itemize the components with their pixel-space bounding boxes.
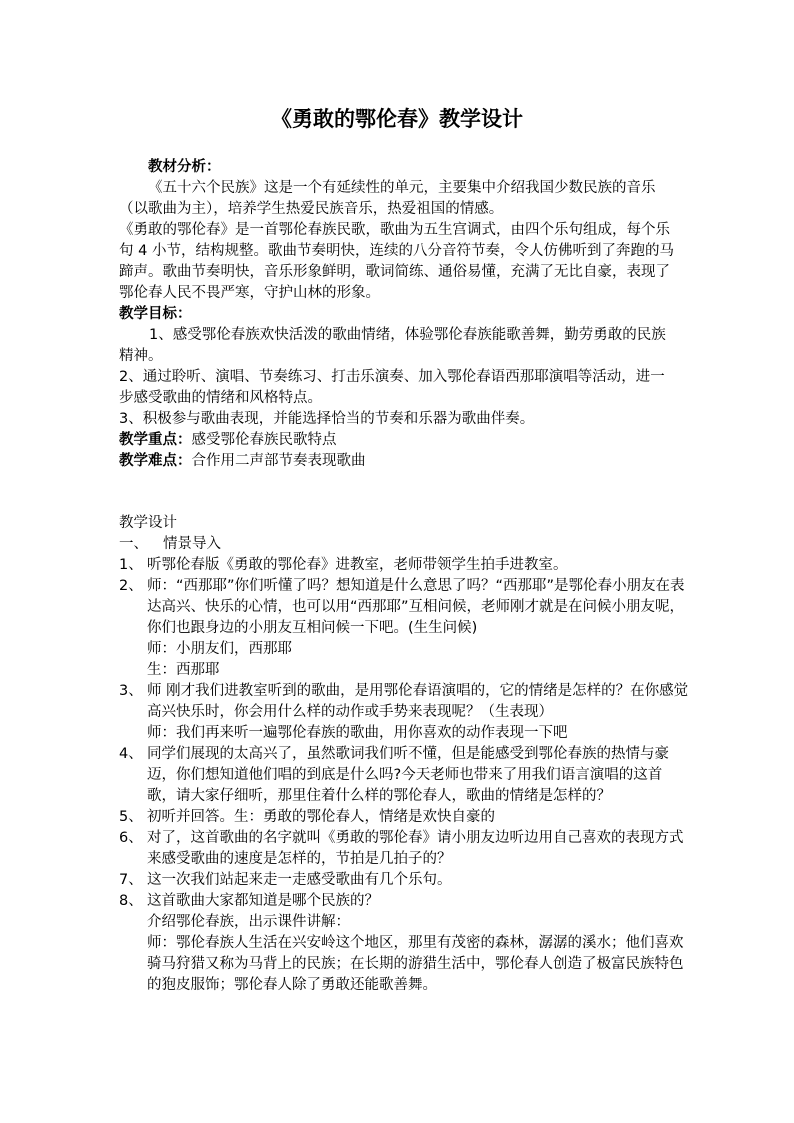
goal-item-2: 2、通过聆听、演唱、节奏练习、打击乐演奏、加入鄂伦春语西那耶演唱等活动，进一步感受歌曲的情绪和风格特点。 <box>119 369 665 406</box>
section1-title: 情景导入 <box>163 536 221 552</box>
difficulty-line <box>119 451 679 472</box>
key-point-line <box>119 430 679 451</box>
step-text: 这首歌曲大家都知道是哪个民族的？ <box>147 893 379 909</box>
design-heading: 教学设计 <box>119 515 177 531</box>
step-text: 初听并回答。生：勇敢的鄂伦春人，情绪是欢快自豪的 <box>147 809 495 825</box>
step-text: 同学们展现的太高兴了，虽然歌词我们听不懂，但是能感受到鄂伦春族的热情与豪迈，你们想知道他们唱的到底是什么吗?今天老师也带来了用我们语言演唱的这首歌，请大家仔细听，那里住着什么样的鄂伦春人，歌曲的情绪是怎样的？ <box>147 746 669 804</box>
step-row <box>119 870 689 891</box>
step-text: 师 刚才我们进教室听到的歌曲，是用鄂伦春语演唱的，它的情绪是怎样的？在你感觉高兴快乐时，你会用什么样的动作或手势来表现呢？（生表现） <box>147 683 689 720</box>
step-number: 2、 <box>119 578 143 594</box>
analysis-section <box>119 157 679 472</box>
step-text: 听鄂伦春版《勇敢的鄂伦春》进教室，老师带领学生拍手进教室。 <box>147 557 568 573</box>
step-row <box>119 576 689 681</box>
step-sub-line: 师：我们再来听一遍鄂伦春族的歌曲，用你喜欢的动作表现一下吧 <box>147 725 568 741</box>
difficulty-label: 教学难点： <box>119 453 192 469</box>
goals-heading: 教学目标： <box>119 306 192 322</box>
section1-row <box>119 534 689 555</box>
step-number: 5、 <box>119 809 143 825</box>
step-row <box>119 681 689 744</box>
step-number: 3、 <box>119 683 143 699</box>
step-number: 6、 <box>119 830 143 846</box>
step-text: 这一次我们站起来走一走感受歌曲有几个乐句。 <box>147 872 452 888</box>
key-point-label: 教学重点： <box>119 432 192 448</box>
goal-item-1: 1、感受鄂伦春族欢快活泼的歌曲情绪，体验鄂伦春族能歌善舞，勤劳勇敢的民族精神。 <box>119 327 666 364</box>
step-sub-line: 师：小朋友们，西那耶 <box>147 641 292 657</box>
step-row <box>119 807 689 828</box>
step-number: 7、 <box>119 872 143 888</box>
step-number: 1、 <box>119 557 143 573</box>
step-text: 对了，这首歌曲的名字就叫《勇敢的鄂伦春》请小朋友边听边用自己喜欢的表现方式来感受歌曲的速度是怎样的，节拍是几拍子的？ <box>147 830 684 867</box>
step-sub-line: 生：西那耶 <box>147 662 220 678</box>
difficulty-text: 合作用二声部节奏表现歌曲 <box>191 453 366 469</box>
analysis-paragraph-1: 《五十六个民族》这是一个有延续性的单元，主要集中介绍我国少数民族的音乐（以歌曲为主），培养学生热爱民族音乐，热爱祖国的情感。 <box>119 180 656 217</box>
step-row <box>119 744 689 807</box>
step-text: 师：“西那耶”你们听懂了吗？想知道是什么意思了吗？“西那耶”是鄂伦春小朋友在表达高兴、快乐的心情，也可以用“西那耶”互相问候，老师刚才就是在问候小朋友呢，你们也跟身边的小朋友互相问候一下吧。(生生问候) <box>147 578 685 636</box>
analysis-paragraph-2: 《勇敢的鄂伦春》是一首鄂伦春族民歌，歌曲为五生宫调式，由四个乐句组成，每个乐句 4 小节，结构规整。歌曲节奏明快，连续的八分音符节奏，令人仿佛听到了奔跑的马蹄声。歌曲节奏明快，音乐形象鲜明，歌词简练、通俗易懂，充满了无比自豪，表现了鄂伦春人民不畏严寒，守护山林的形象。 <box>119 222 674 301</box>
step-row <box>119 891 689 996</box>
analysis-heading: 教材分析： <box>148 159 221 175</box>
goal-item-3: 3、积极参与歌曲表现，并能选择恰当的节奏和乐器为歌曲伴奏。 <box>119 411 535 427</box>
section1-number: 一、 <box>119 536 148 552</box>
document-title: 《勇敢的鄂伦春》教学设计 <box>271 107 523 131</box>
design-heading-row <box>119 513 689 534</box>
step-number: 8、 <box>119 893 143 909</box>
step-sub-line: 师：鄂伦春族人生活在兴安岭这个地区，那里有茂密的森林，潺潺的溪水；他们喜欢骑马狩猎又称为马背上的民族；在长期的游猎生活中，鄂伦春人创造了极富民族特色的狍皮服饰；鄂伦春人除了勇敢还能歌善舞。 <box>147 935 684 993</box>
step-sub-line: 介绍鄂伦春族，出示课件讲解： <box>147 914 350 930</box>
key-point-text: 感受鄂伦春族民歌特点 <box>191 432 337 448</box>
step-row <box>119 828 689 870</box>
design-section <box>119 513 689 996</box>
step-number: 4、 <box>119 746 143 762</box>
step-row <box>119 555 689 576</box>
